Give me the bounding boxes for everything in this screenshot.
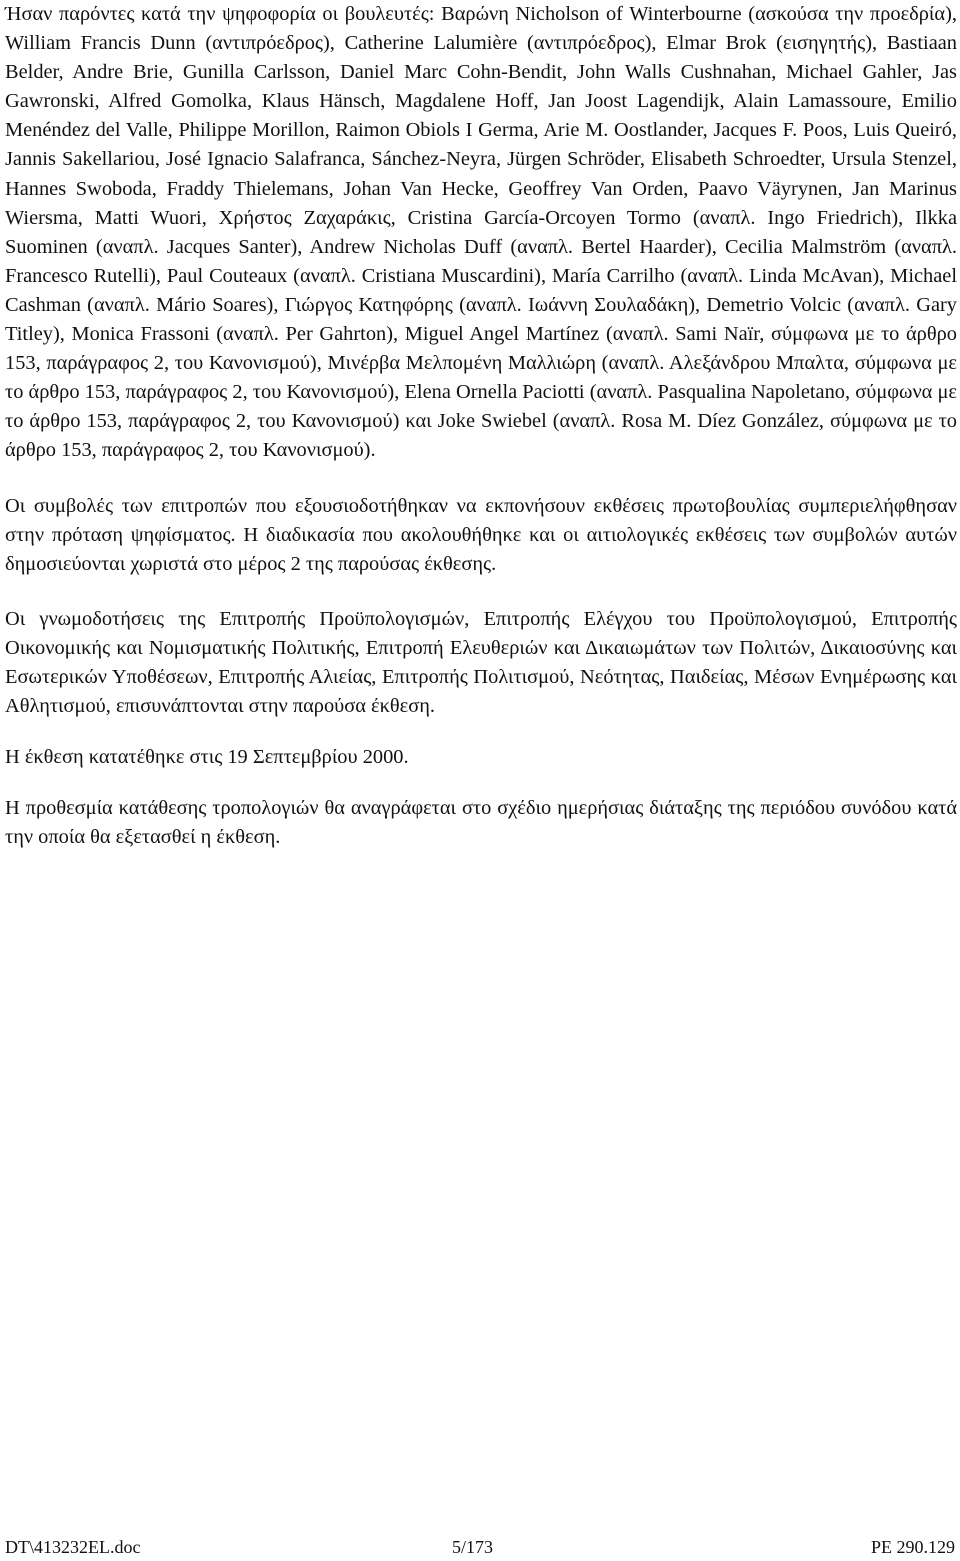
page-footer [5, 1535, 955, 1559]
committee-opinions-paragraph: Οι γνωμοδοτήσεις της Επιτροπής Προϋπολογισμών, Επιτροπής Ελέγχου του Προϋπολογισμού, Επιτροπής Οικονομικής και Νομισματικής Πολιτικής, Επιτροπή Ελευθεριών και Δικαιωμάτων των Πολιτών, Δικαιοσύνης και Εσωτερικών Υποθέσεων, Επιτροπής Αλιείας, Επιτροπής Πολιτισμού, Νεότητας, Παιδείας, Μέσων Ενημέρωσης και Αθλητισμού, επισυνάπτονται στην παρούσα έκθεση. [5, 607, 957, 718]
amendment-deadline-paragraph: Η προθεσμία κατάθεσης τροπολογιών θα αναγράφεται στο σχέδιο ημερήσιας διάταξης της περιόδου συνόδου κατά την οποία θα εξετασθεί η έκθεση. [5, 797, 957, 849]
document-body [5, 0, 957, 852]
footer-page-number: 5/173 [452, 1537, 494, 1557]
footer-document-reference: DT\413232EL.doc [5, 1537, 141, 1557]
report-tabled-date-paragraph: Η έκθεση κατατέθηκε στις 19 Σεπτεμβρίου 2000. [5, 746, 409, 769]
voting-participants-paragraph: Ήσαν παρόντες κατά την ψηφοφορία οι βουλευτές: Βαρώνη Nicholson of Winterbourne (ασκούσα την προεδρία), William Francis Dunn (αντιπρόεδρος), Catherine Lalumière (αντιπρόεδρος), Elmar Brok (εισηγητής), Bastiaan Belder, Andre Brie, Gunilla Carlsson, Daniel Marc Cohn-Bendit, John Walls Cushnahan, Michael Gahler, Jas Gawronski, Alfred Gomolka, Klaus Hänsch, Magdalene Hoff, Jan Joost Lagendijk, Alain Lamassoure, Emilio Menéndez del Valle, Philippe Morillon, Raimon Obiols I Germa, Arie M. Oostlander, Jacques F. Poos, Luis Queiró, Jannis Sakellariou, José Ignacio Salafranca, Sánchez-Neyra, Jürgen Schröder, Elisabeth Schroedter, Ursula Stenzel, Hannes Swoboda, Fraddy Thielemans, Johan Van Hecke, Geoffrey Van Orden, Paavo Väyrynen, Jan Marinus Wiersma, Matti Wuori, Χρήστος Ζαχαράκις, Cristina García-Orcoyen Tormo (αναπλ. Ingo Friedrich), Ilkka Suominen (αναπλ. Jacques Santer), Andrew Nicholas Duff (αναπλ. Bertel Haarder), Cecilia Malmström (αναπλ. Francesco Rutelli), Paul Couteaux (αναπλ. Cristiana Muscardini), María Carrilho (αναπλ. Linda McAvan), Michael Cashman (αναπλ. Mário Soares), Γιώργος Κατηφόρης (αναπλ. Ιωάννη Σουλαδάκη), Demetrio Volcic (αναπλ. Gary Titley), Monica Frassoni (αναπλ. Per Gahrton), Miguel Angel Martínez (αναπλ. Sami Naïr, σύμφωνα με το άρθρο 153, παράγραφος 2, του Κανονισμού), Μινέρβα Μελπομένη Μαλλιώρη (αναπλ. Αλεξάνδρου Μπαλτα, σύμφωνα με το άρθρο 153, παράγραφος 2, του Κανονισμού), Elena Ornella Paciotti (αναπλ. Pasqualina Napoletano, σύμφωνα με το άρθρο 153, παράγραφος 2, του Κανονισμού) και Joke Swiebel (αναπλ. Rosa M. Díez González, σύμφωνα με το άρθρο 153, παράγραφος 2, του Κανονισμού). [5, 3, 957, 462]
committee-contributions-paragraph: Οι συμβολές των επιτροπών που εξουσιοδοτήθηκαν να εκπονήσουν εκθέσεις πρωτοβουλίας συμπεριελήφθησαν στην πρόταση ψηφίσματος. Η διαδικασία που ακολουθήθηκε και οι αιτιολογικές εκθέσεις των συμβολών αυτών δημοσιεύονται χωριστά στο μέρος 2 της παρούσας έκθεσης. [5, 494, 957, 575]
footer-pe-reference: PE 290.129 [870, 1537, 955, 1557]
